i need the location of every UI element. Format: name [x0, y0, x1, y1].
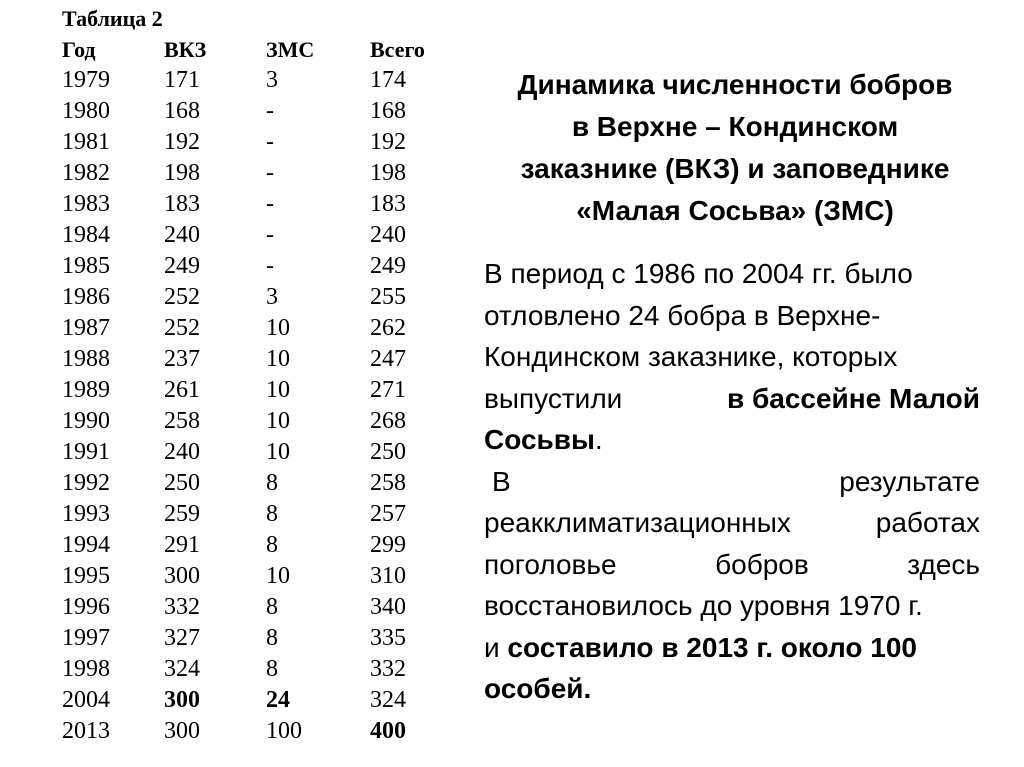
cell-year: 1992	[62, 470, 110, 496]
cell-vkz: 168	[164, 98, 200, 124]
cell-vkz: 250	[164, 470, 200, 496]
cell-zms: 8	[266, 625, 278, 651]
cell-vkz: 240	[164, 439, 200, 465]
cell-year: 1984	[62, 222, 110, 248]
cell-total: 400	[370, 718, 406, 744]
header-vkz: ВКЗ	[164, 37, 207, 62]
cell-zms: 8	[266, 501, 278, 527]
table-row	[0, 282, 470, 313]
table-row	[0, 468, 470, 499]
body-text-run: выпустили	[484, 382, 623, 414]
cell-total: 247	[370, 346, 406, 372]
cell-year: 1987	[62, 315, 110, 341]
cell-zms: 10	[266, 346, 290, 372]
cell-zms: 100	[266, 718, 302, 744]
cell-year: 1990	[62, 408, 110, 434]
cell-year: 1997	[62, 625, 110, 651]
cell-total: 324	[370, 687, 406, 713]
body-text-run: поголовье	[484, 548, 617, 580]
cell-year: 1995	[62, 563, 110, 589]
cell-year: 2004	[62, 687, 110, 713]
cell-zms: 8	[266, 470, 278, 496]
cell-total: 250	[370, 439, 406, 465]
cell-total: 258	[370, 470, 406, 496]
table-row	[0, 437, 470, 468]
cell-total: 310	[370, 563, 406, 589]
body-line: В период с 1986 по 2004 гг. было	[484, 258, 913, 289]
cell-zms: -	[266, 160, 274, 186]
header-zms: ЗМС	[266, 37, 315, 62]
cell-vkz: 300	[164, 687, 200, 713]
cell-year: 1985	[62, 253, 110, 279]
body-line: Кондинском заказнике, которых	[484, 341, 898, 372]
cell-year: 1994	[62, 532, 110, 558]
cell-zms: -	[266, 129, 274, 155]
table-row	[0, 65, 470, 96]
cell-total: 335	[370, 625, 406, 651]
table-row	[0, 189, 470, 220]
cell-zms: -	[266, 253, 274, 279]
table-header-row	[0, 34, 470, 65]
cell-vkz: 258	[164, 408, 200, 434]
body-text-run: и	[484, 631, 500, 663]
cell-zms: 3	[266, 284, 278, 310]
cell-total: 271	[370, 377, 406, 403]
cell-year: 1996	[62, 594, 110, 620]
cell-total: 255	[370, 284, 406, 310]
cell-vkz: 332	[164, 594, 200, 620]
table-row	[0, 530, 470, 561]
body-line	[484, 627, 980, 669]
table-row	[0, 654, 470, 685]
body-line	[484, 502, 980, 544]
cell-vkz: 192	[164, 129, 200, 155]
body-text-run: здесь	[907, 548, 980, 580]
cell-year: 1980	[62, 98, 110, 124]
cell-vkz: 252	[164, 315, 200, 341]
table-row	[0, 685, 470, 716]
cell-vkz: 249	[164, 253, 200, 279]
cell-year: 1991	[62, 439, 110, 465]
table-row	[0, 251, 470, 282]
cell-total: 257	[370, 501, 406, 527]
body-line: восстановилось до уровня 1970 г.	[484, 590, 923, 621]
body-line	[484, 378, 980, 420]
table-row	[0, 716, 470, 747]
cell-zms: 8	[266, 594, 278, 620]
body-text-run: реакклиматизационных	[484, 507, 791, 538]
cell-zms: 3	[266, 67, 278, 93]
body-line	[484, 419, 980, 461]
cell-zms: -	[266, 222, 274, 248]
cell-zms: 8	[266, 656, 278, 682]
cell-vkz: 327	[164, 625, 200, 651]
cell-total: 192	[370, 129, 406, 155]
cell-zms: 24	[266, 687, 290, 713]
cell-total: 240	[370, 222, 406, 248]
cell-total: 340	[370, 594, 406, 620]
body-line	[484, 544, 980, 586]
cell-year: 1979	[62, 67, 110, 93]
cell-vkz: 324	[164, 656, 200, 682]
body-bold-run: составило в 2013 г. около 100	[507, 631, 917, 663]
table-row	[0, 127, 470, 158]
body-bold-run: в бассейне Малой	[726, 382, 980, 414]
table-row	[0, 623, 470, 654]
table-row	[0, 592, 470, 623]
cell-total: 299	[370, 532, 406, 558]
cell-zms: 10	[266, 315, 290, 341]
table-row	[0, 375, 470, 406]
cell-zms: -	[266, 191, 274, 217]
body-line: особей.	[484, 673, 592, 704]
body-bold-run: Сосьвы	[484, 424, 595, 455]
table-row	[0, 499, 470, 530]
cell-vkz: 240	[164, 222, 200, 248]
cell-zms: -	[266, 98, 274, 124]
table-row	[0, 344, 470, 375]
cell-zms: 10	[266, 377, 290, 403]
cell-vkz: 171	[164, 67, 200, 93]
heading-line: заказнике (ВКЗ) и заповеднике	[520, 153, 950, 184]
heading-line: «Малая Сосьва» (ЗМС)	[576, 195, 894, 226]
cell-total: 174	[370, 67, 406, 93]
cell-vkz: 300	[164, 563, 200, 589]
table-row	[0, 220, 470, 251]
body-text-run: В	[492, 465, 511, 497]
beaver-table	[0, 0, 470, 767]
cell-total: 332	[370, 656, 406, 682]
heading-line: Динамика численности бобров	[517, 69, 953, 100]
body-text-run: работах	[875, 507, 980, 538]
body-text-run: результате	[839, 465, 980, 497]
header-year: Год	[62, 37, 96, 62]
table-row	[0, 158, 470, 189]
cell-total: 168	[370, 98, 406, 124]
body-text-run: .	[594, 424, 603, 455]
header-total: Всего	[370, 37, 425, 62]
cell-vkz: 252	[164, 284, 200, 310]
cell-year: 1989	[62, 377, 110, 403]
table-row	[0, 96, 470, 127]
cell-year: 1982	[62, 160, 110, 186]
cell-zms: 10	[266, 563, 290, 589]
body-line	[484, 461, 980, 503]
body-text-run: бобров	[715, 548, 809, 580]
table-row	[0, 313, 470, 344]
cell-total: 249	[370, 253, 406, 279]
table-title: Таблица 2	[62, 6, 163, 31]
slide-heading	[484, 64, 986, 232]
cell-year: 2013	[62, 718, 110, 744]
table-row	[0, 561, 470, 592]
cell-total: 262	[370, 315, 406, 341]
table-row	[0, 406, 470, 437]
cell-vkz: 237	[164, 346, 200, 372]
body-line: отловлено 24 бобра в Верхне-	[484, 299, 881, 331]
cell-year: 1983	[62, 191, 110, 217]
cell-year: 1993	[62, 501, 110, 527]
cell-vkz: 259	[164, 501, 200, 527]
cell-year: 1998	[62, 656, 110, 682]
cell-vkz: 300	[164, 718, 200, 744]
cell-total: 268	[370, 408, 406, 434]
cell-zms: 10	[266, 408, 290, 434]
heading-line: в Верхне – Кондинском	[571, 111, 899, 142]
cell-year: 1986	[62, 284, 110, 310]
cell-zms: 8	[266, 532, 278, 558]
cell-total: 183	[370, 191, 406, 217]
cell-total: 198	[370, 160, 406, 186]
body-text	[484, 253, 980, 710]
cell-vkz: 183	[164, 191, 200, 217]
cell-year: 1981	[62, 129, 110, 155]
cell-vkz: 261	[164, 377, 200, 403]
cell-vkz: 291	[164, 532, 200, 558]
cell-vkz: 198	[164, 160, 200, 186]
cell-year: 1988	[62, 346, 110, 372]
cell-zms: 10	[266, 439, 290, 465]
